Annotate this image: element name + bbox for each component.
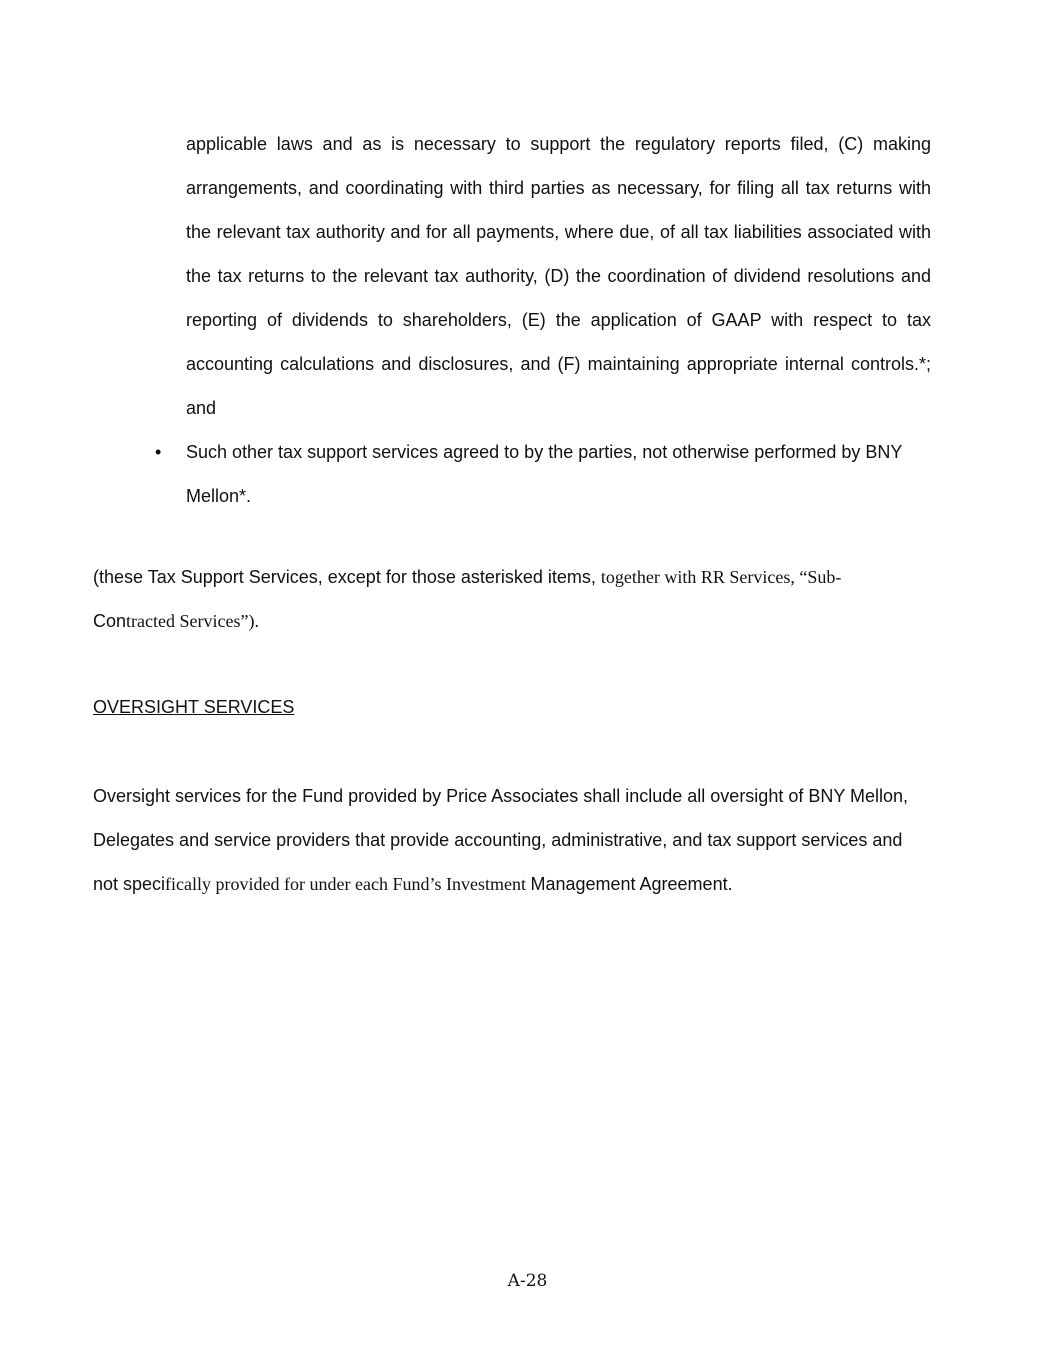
oversight-paragraph [93,774,923,906]
tax-support-summary [93,555,923,643]
bullet-icon: • [155,442,162,462]
oversight-part-2: fically provided for under each Fund’s Investment [165,874,531,894]
summary-part-2: together with RR Services, “Sub- [600,567,842,587]
page-number: A-28 [507,1271,548,1291]
summary-part-3: Con [93,611,127,631]
summary-part-1: (these Tax Support Services, except for those asterisked items, [93,567,601,587]
list-item-continuation: applicable laws and as is necessary to support the regulatory reports filed, (C) making arrangements, and coordinating with third parties as necessary, for filing all tax returns with the relevant tax authority and for all payments, where due, of all tax liabilities associated with the tax returns to the relevant tax authority, (D) the coordination of dividend resolutions and reporting of dividends to shareholders, (E) the application of GAAP with respect to tax accounting calculations and disclosures, and (F) maintaining appropriate internal controls.*; and [186,134,931,418]
summary-part-4: tracted Services”). [126,611,259,631]
oversight-part-3: Management Agreement. [530,874,733,894]
list-item-bullet: Such other tax support services agreed to by the parties, not otherwise performed by BNY Mellon*. [186,442,903,506]
oversight-part-1: Oversight services for the Fund provided by Price Associates shall include all oversight of BNY Mellon, Delegates and service providers that provide accounting, administrative, and tax support services and not speci [93,786,909,894]
section-heading-oversight: OVERSIGHT SERVICES [93,697,295,717]
